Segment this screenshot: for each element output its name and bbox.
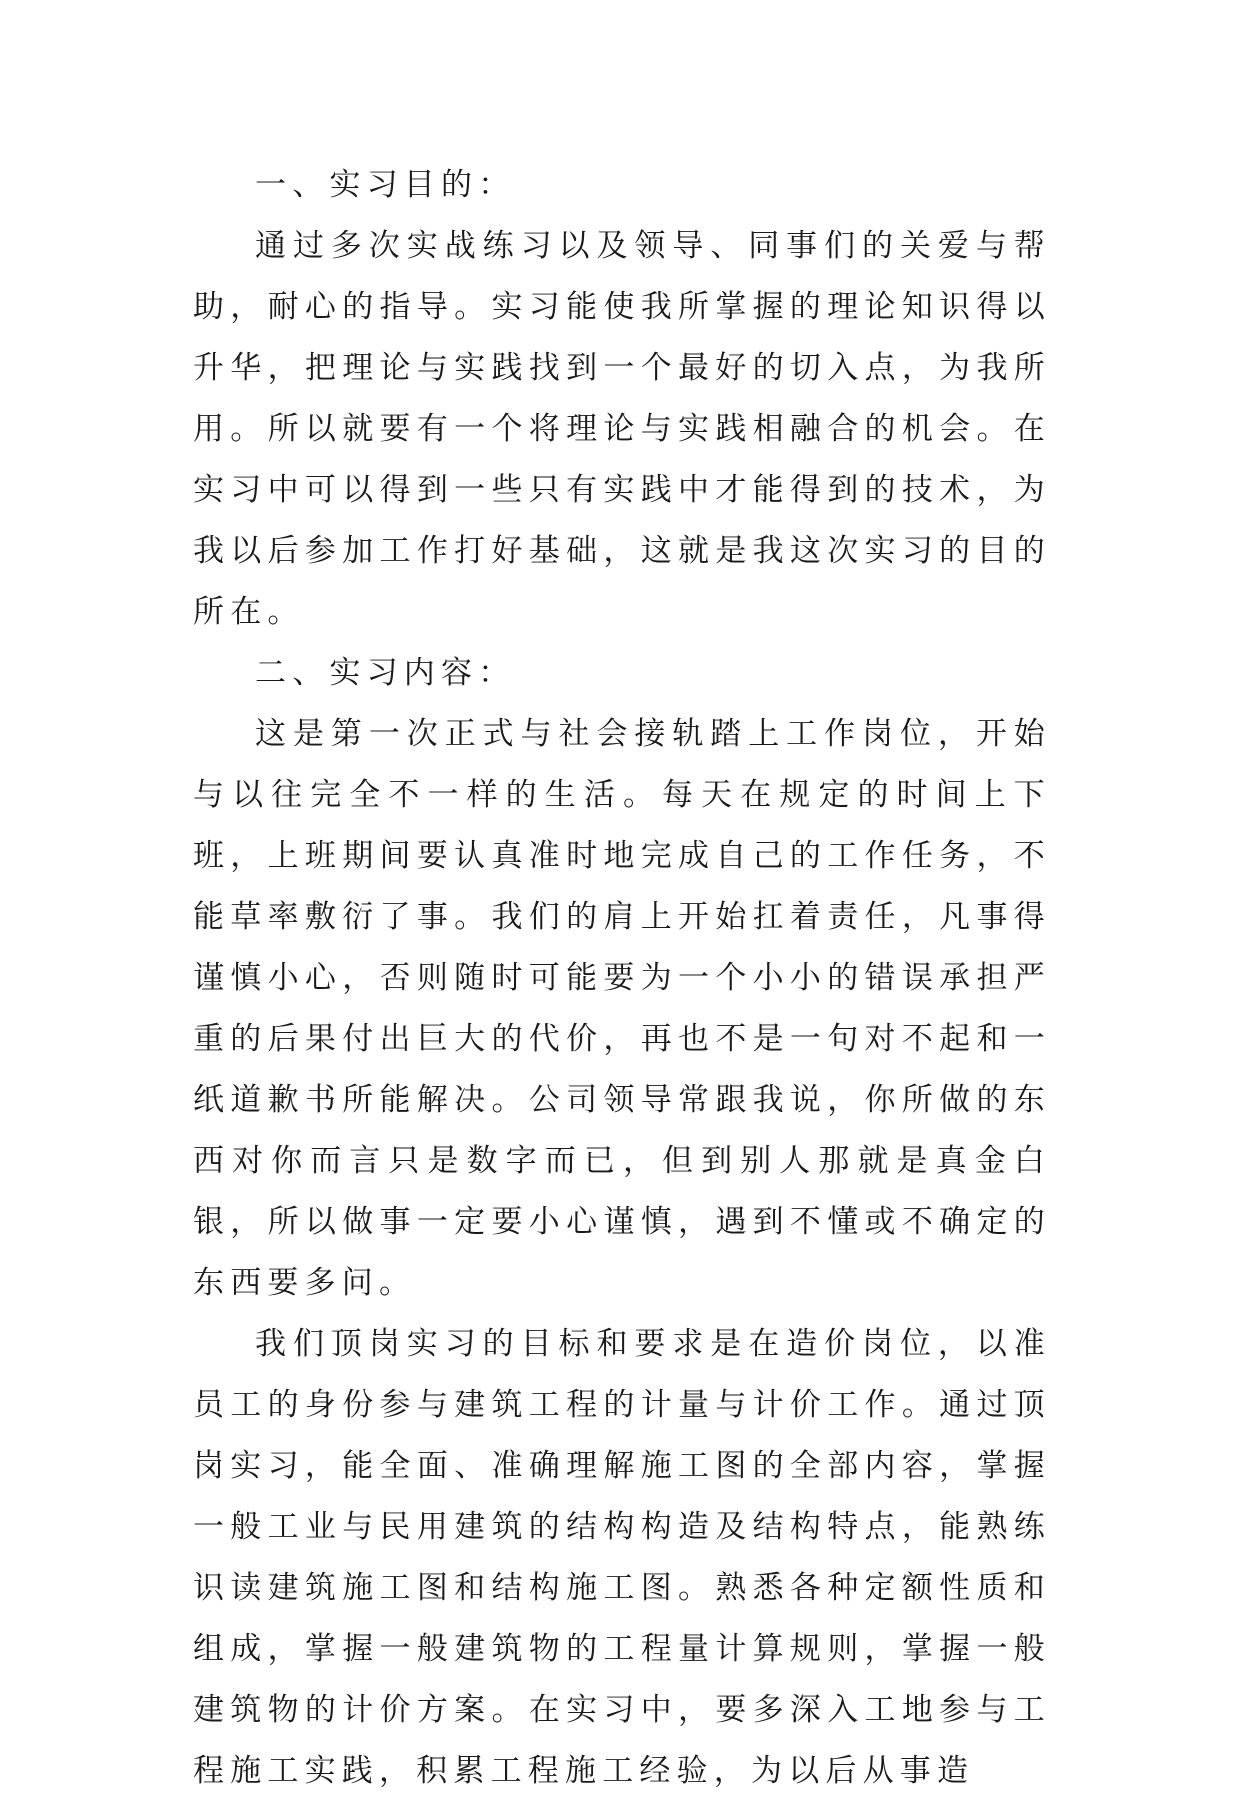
paragraph-content-1: 这是第一次正式与社会接轨踏上工作岗位，开始与以往完全不一样的生活。每天在规定的时间上下班，上班期间要认真准时地完成自己的工作任务，不能草率敷衍了事。我们的肩上开始扛着责任，凡事得谨慎小心，否则随时可能要为一个小小的错误承担严重的后果付出巨大的代价，再也不是一句对不起和一纸道歉书所能解决。公司领导常跟我说，你所做的东西对你而言只是数字而已，但到别人那就是真金白银，所以做事一定要小心谨慎，遇到不懂或不确定的东西要多问。 [193,716,1051,1301]
section-heading-purpose: 一、实习目的： [255,167,516,203]
paragraph-purpose: 通过多次实战练习以及领导、同事们的关爱与帮助，耐心的指导。实习能使我所掌握的理论知识得以升华，把理论与实践找到一个最好的切入点，为我所用。所以就要有一个将理论与实践相融合的机会。在实习中可以得到一些只有实践中才能得到的技术，为我以后参加工作打好基础，这就是我这次实习的目的所在。 [193,228,1051,630]
document-body [193,155,1051,1802]
paragraph-content-2: 我们顶岗实习的目标和要求是在造价岗位，以准员工的身份参与建筑工程的计量与计价工作。通过顶岗实习，能全面、准确理解施工图的全部内容，掌握一般工业与民用建筑的结构构造及结构特点，能熟练识读建筑施工图和结构施工图。熟悉各种定额性质和组成，掌握一般建筑物的工程量计算规则，掌握一般建筑物的计价方案。在实习中，要多深入工地参与工程施工实践，积累工程施工经验，为以后从事造 [193,1326,1051,1789]
section-heading-content: 二、实习内容： [255,655,516,691]
